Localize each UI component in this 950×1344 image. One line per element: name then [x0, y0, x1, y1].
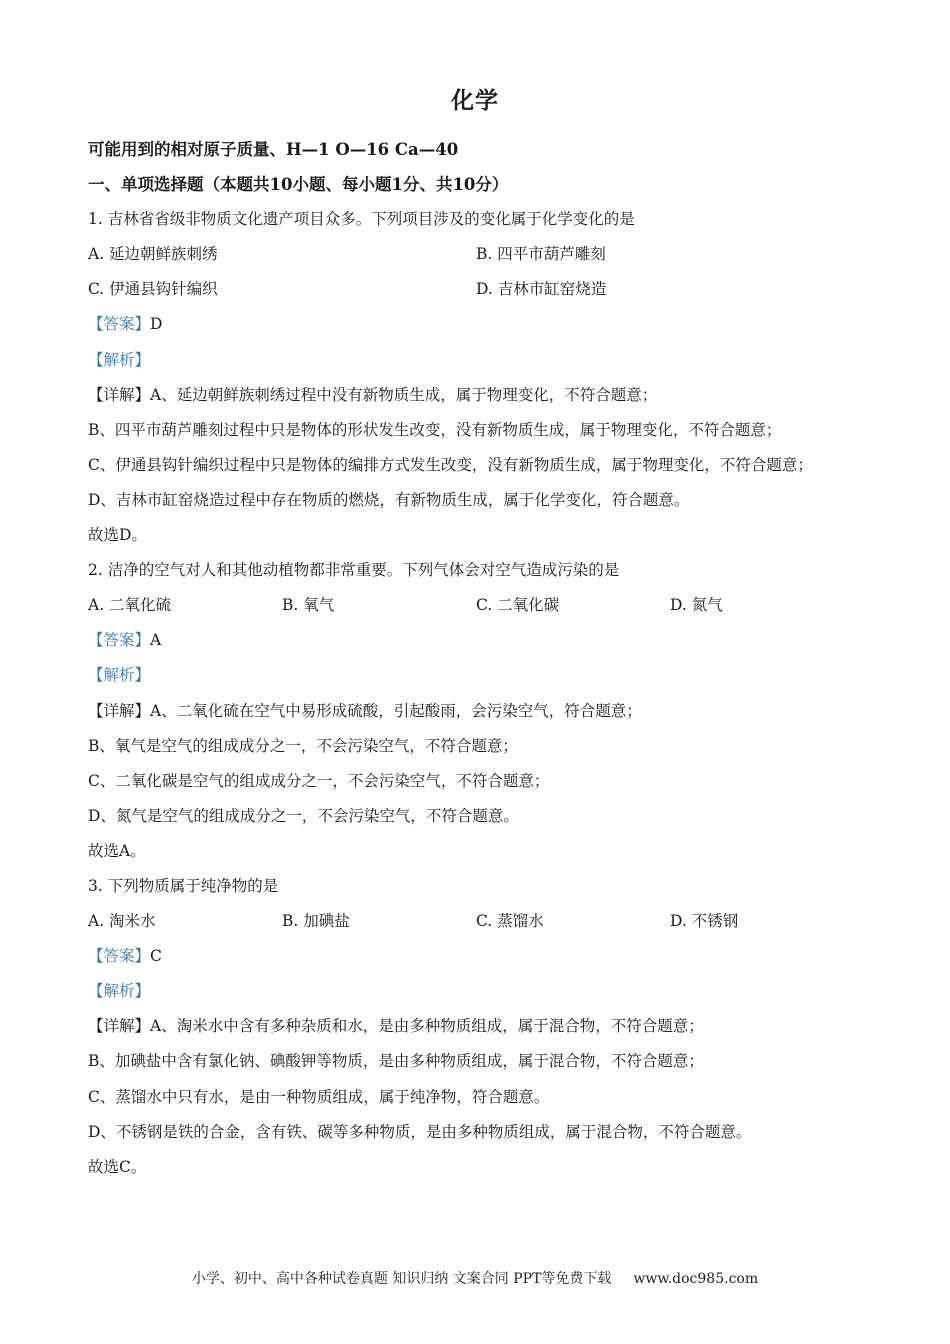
- answer-line: [88, 939, 878, 974]
- answer-line: [88, 623, 878, 658]
- question-stem: 1. 吉林省省级非物质文化遗产项目众多。下列项目涉及的变化属于化学变化的是: [88, 210, 635, 229]
- detail-text: A、延边朝鲜族刺绣过程中没有新物质生成，属于物理变化，不符合题意；: [150, 385, 658, 404]
- answer-line: [88, 307, 878, 342]
- detail-line: D、氮气是空气的组成成分之一，不会污染空气，不符合题意。: [88, 806, 519, 825]
- page-footer: [0, 1268, 950, 1288]
- option-d: D. 吉林市缸窑烧造: [476, 280, 607, 299]
- detail-tag: 【详解】: [88, 385, 151, 404]
- answer-tag: 【答案】: [88, 315, 151, 334]
- options-row: [88, 904, 878, 939]
- detail-line: D、不锈钢是铁的合金，含有铁、碳等多种物质，是由多种物质组成，属于混合物，不符合题意。: [88, 1122, 752, 1141]
- option-d: D. 不锈钢: [670, 912, 739, 931]
- detail-line: [88, 1009, 878, 1044]
- answer-tag: 【答案】: [88, 947, 151, 966]
- detail-line: C、蒸馏水中只有水，是由一种物质组成，属于纯净物，符合题意。: [88, 1087, 550, 1106]
- detail-line: [88, 694, 878, 729]
- option-a: A. 二氧化硫: [88, 596, 172, 615]
- option-a: A. 延边朝鲜族刺绣: [88, 245, 218, 264]
- conclusion: 故选A。: [88, 841, 146, 860]
- detail-tag: 【详解】: [88, 701, 151, 720]
- question-stem: 3. 下列物质属于纯净物的是: [88, 876, 279, 895]
- option-b: B. 氧气: [282, 596, 335, 615]
- option-b: B. 加碘盐: [282, 912, 350, 931]
- options-row: [88, 588, 878, 623]
- detail-line: C、伊通县钩针编织过程中只是物体的编排方式发生改变，没有新物质生成，属于物理变化，不符合题意；: [88, 455, 813, 474]
- detail-text: A、二氧化硫在空气中易形成硫酸，引起酸雨，会污染空气，符合题意；: [150, 701, 642, 720]
- option-c: C. 蒸馏水: [476, 912, 544, 931]
- footer-text: 小学、初中、高中各种试卷真题 知识归纳 文案合同 PPT等免费下载: [191, 1271, 612, 1287]
- answer-value: C: [150, 947, 162, 966]
- question-3: [88, 869, 878, 1185]
- section-heading: 一、单项选择题（本题共10小题、每小题1分、共10分）: [88, 175, 509, 195]
- question-stem: 2. 洁净的空气对人和其他动植物都非常重要。下列气体会对空气造成污染的是: [88, 561, 620, 580]
- option-c: C. 伊通县钩针编织: [88, 280, 218, 299]
- detail-line: B、四平市葫芦雕刻过程中只是物体的形状发生改变，没有新物质生成，属于物理变化，不符合题意；: [88, 420, 782, 439]
- detail-line: D、吉林市缸窑烧造过程中存在物质的燃烧，有新物质生成，属于化学变化，符合题意。: [88, 490, 690, 509]
- question-2: [88, 553, 878, 869]
- question-1: [88, 202, 878, 553]
- option-d: D. 氮气: [670, 596, 723, 615]
- detail-line: C、二氧化碳是空气的组成成分之一，不会污染空气，不符合题意；: [88, 771, 550, 790]
- answer-value: D: [150, 315, 163, 334]
- analysis-tag: 【解析】: [88, 350, 151, 369]
- detail-line: [88, 378, 878, 413]
- detail-text: A、淘米水中含有多种杂质和水，是由多种物质组成，属于混合物，不符合题意；: [150, 1017, 704, 1036]
- detail-line: B、加碘盐中含有氯化钠、碘酸钾等物质，是由多种物质组成，属于混合物，不符合题意；: [88, 1052, 704, 1071]
- option-c: C. 二氧化碳: [476, 596, 560, 615]
- page-title: 化学: [451, 87, 499, 114]
- answer-tag: 【答案】: [88, 631, 151, 650]
- footer-url[interactable]: www.doc985.com: [633, 1271, 759, 1287]
- options-row: [88, 272, 878, 307]
- conclusion: 故选C。: [88, 1157, 147, 1176]
- option-a: A. 淘米水: [88, 912, 156, 931]
- analysis-tag: 【解析】: [88, 666, 151, 685]
- document-body: [88, 132, 878, 1185]
- detail-line: B、氧气是空气的组成成分之一，不会污染空气，不符合题意；: [88, 736, 518, 755]
- detail-tag: 【详解】: [88, 1017, 151, 1036]
- analysis-tag: 【解析】: [88, 982, 151, 1001]
- option-b: B. 四平市葫芦雕刻: [476, 245, 606, 264]
- conclusion: 故选D。: [88, 526, 147, 545]
- atomic-mass-line: 可能用到的相对原子质量、H—1 O—16 Ca—40: [88, 140, 459, 159]
- answer-value: A: [150, 631, 162, 650]
- options-row: [88, 237, 878, 272]
